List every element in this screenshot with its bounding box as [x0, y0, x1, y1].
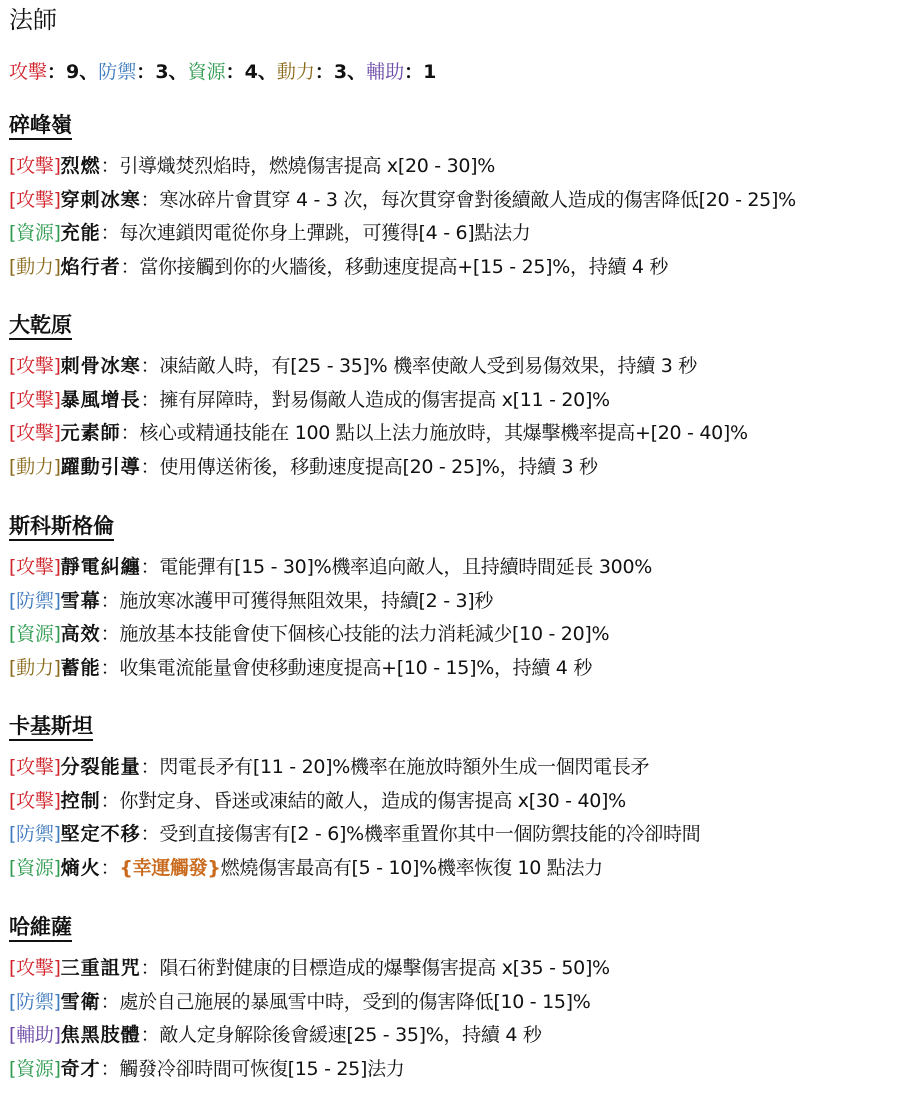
power-list [9, 753, 700, 882]
region-section [9, 711, 700, 887]
power-name: 烈燃 [60, 155, 101, 177]
power-category-tag: [攻擊] [9, 355, 61, 377]
power-category-tag: [動力] [9, 455, 61, 478]
power-entry [9, 219, 796, 247]
power-entry [9, 820, 700, 848]
power-colon: ： [100, 155, 120, 177]
power-category-tag: [攻擊] [9, 789, 61, 812]
power-category-tag: [攻擊] [9, 756, 61, 778]
power-colon: ： [100, 623, 120, 645]
power-entry [9, 1055, 610, 1083]
region-section [9, 310, 748, 486]
power-entry [9, 1021, 610, 1049]
power-entry [9, 854, 700, 882]
power-category-tag: [動力] [9, 656, 61, 679]
power-description: 寒冰碎片會貫穿 4 - 3 次，每次貫穿會對後續敵人造成的傷害降低[20 - 25]% [159, 188, 796, 211]
power-description: 你對定身、昏迷或凍結的敵人，造成的傷害提高 x[30 - 40]% [119, 789, 626, 812]
power-list [9, 954, 610, 1083]
power-category-tag: [防禦] [9, 589, 61, 612]
power-description: 施放基本技能會使下個核心技能的法力消耗減少[10 - 20]% [119, 623, 610, 645]
power-trigger-keyword: {幸運觸發} [119, 856, 221, 879]
power-description: 燃燒傷害最高有[5 - 10]%機率恢復 10 點法力 [220, 856, 603, 879]
power-category-tag: [防禦] [9, 823, 61, 845]
power-entry [9, 386, 748, 414]
power-name: 分裂能量 [60, 756, 141, 778]
power-description: 引導熾焚烈焰時，燃燒傷害提高 x[20 - 30]% [119, 155, 496, 177]
stat-value: 3 [155, 61, 169, 83]
power-description: 閃電長矛有[11 - 20]%機率在施放時額外生成一個閃電長矛 [159, 756, 650, 778]
power-colon: ： [140, 455, 160, 478]
power-description: 觸發冷卻時間可恢復[15 - 25]法力 [119, 1057, 405, 1080]
power-category-tag: [資源] [9, 623, 61, 645]
power-description: 擁有屏障時，對易傷敵人造成的傷害提高 x[11 - 20]% [159, 388, 610, 411]
power-name: 蓄能 [60, 656, 101, 679]
power-description: 每次連鎖閃電從你身上彈跳，可獲得[4 - 6]點法力 [119, 222, 531, 244]
stat-label: 資源 [187, 61, 226, 83]
stat-colon: ： [314, 61, 334, 83]
power-entry [9, 352, 748, 380]
power-colon: ： [140, 556, 160, 578]
power-category-tag: [資源] [9, 222, 61, 244]
stat-separator: 、 [257, 61, 277, 83]
power-colon: ： [140, 1024, 160, 1046]
stat-label: 輔助 [366, 61, 405, 83]
power-colon: ： [140, 957, 160, 979]
power-entry [9, 152, 796, 180]
power-category-tag: [攻擊] [9, 957, 61, 979]
power-description: 當你接觸到你的火牆後，移動速度提高+[15 - 25]%，持續 4 秒 [139, 255, 669, 278]
power-category-tag: [攻擊] [9, 422, 61, 444]
power-description: 處於自己施展的暴風雪中時，受到的傷害降低[10 - 15]% [119, 990, 591, 1013]
power-name: 刺骨冰寒 [60, 355, 141, 377]
power-name: 三重詛咒 [60, 957, 141, 979]
power-list [9, 152, 796, 281]
power-entry [9, 620, 652, 648]
power-list [9, 553, 652, 682]
power-name: 元素師 [60, 422, 121, 444]
power-colon: ： [120, 422, 140, 444]
power-colon: ： [140, 188, 160, 211]
stat-label: 動力 [276, 61, 315, 83]
stat-separator: 、 [347, 61, 367, 83]
power-entry [9, 453, 748, 481]
power-name: 躍動引導 [60, 455, 141, 478]
power-colon: ： [100, 222, 120, 244]
power-description: 凍結敵人時，有[25 - 35]% 機率使敵人受到易傷效果，持續 3 秒 [159, 355, 697, 377]
power-name: 暴風增長 [60, 388, 141, 411]
power-entry [9, 954, 610, 982]
region-name-text: 斯科斯格倫 [9, 513, 114, 541]
power-colon: ： [140, 823, 160, 845]
power-description: 敵人定身解除後會緩速[25 - 35]%，持續 4 秒 [159, 1024, 542, 1046]
power-colon: ： [100, 856, 120, 879]
power-category-tag: [資源] [9, 856, 61, 879]
power-entry [9, 654, 652, 682]
power-category-tag: [動力] [9, 255, 61, 278]
region-name [9, 110, 796, 140]
power-colon: ： [140, 388, 160, 411]
power-category-tag: [防禦] [9, 990, 61, 1013]
region-name-text: 哈維薩 [9, 914, 72, 942]
stat-colon: ： [136, 61, 156, 83]
power-colon: ： [100, 656, 120, 679]
class-stats-summary [9, 58, 909, 86]
power-name: 雪衛 [60, 990, 101, 1013]
stat-label: 攻擊 [9, 61, 48, 83]
region-name-text: 碎峰嶺 [9, 112, 72, 140]
power-description: 電能彈有[15 - 30]%機率追向敵人，且持續時間延長 300% [159, 556, 652, 578]
stat-separator: 、 [79, 61, 99, 83]
power-name: 奇才 [60, 1057, 101, 1080]
power-category-tag: [輔助] [9, 1024, 61, 1046]
stat-value: 3 [333, 61, 348, 83]
power-name: 充能 [60, 222, 101, 244]
power-colon: ： [140, 756, 160, 778]
power-description: 使用傳送術後，移動速度提高[20 - 25]%，持續 3 秒 [159, 455, 598, 478]
power-category-tag: [攻擊] [9, 188, 61, 211]
power-description: 收集電流能量會使移動速度提高+[10 - 15]%，持續 4 秒 [119, 656, 593, 679]
stat-value: 4 [244, 61, 258, 83]
power-description: 施放寒冰護甲可獲得無阻效果，持續[2 - 3]秒 [119, 589, 494, 612]
stat-value: 1 [423, 61, 437, 83]
stat-value: 9 [66, 61, 80, 83]
power-colon: ： [100, 789, 120, 812]
region-section [9, 110, 796, 286]
power-list [9, 352, 748, 481]
power-description: 隕石術對健康的目標造成的爆擊傷害提高 x[35 - 50]% [159, 957, 610, 979]
stat-colon: ： [404, 61, 424, 83]
power-name: 堅定不移 [60, 823, 141, 845]
page-title: 法師 [9, 6, 57, 34]
power-entry [9, 587, 652, 615]
region-name [9, 711, 700, 741]
region-name [9, 912, 610, 942]
power-name: 熵火 [60, 856, 101, 879]
power-entry [9, 988, 610, 1016]
power-colon: ： [140, 355, 160, 377]
power-category-tag: [攻擊] [9, 556, 61, 578]
power-entry [9, 787, 700, 815]
power-name: 雪幕 [60, 589, 101, 612]
region-name-text: 大乾原 [9, 312, 72, 340]
power-entry [9, 186, 796, 214]
power-colon: ： [100, 990, 120, 1013]
stat-separator: 、 [168, 61, 188, 83]
document [9, 4, 909, 1080]
stat-label: 防禦 [98, 61, 137, 83]
power-name: 穿刺冰寒 [60, 188, 141, 211]
power-entry [9, 419, 748, 447]
power-category-tag: [攻擊] [9, 388, 61, 411]
power-category-tag: [資源] [9, 1057, 61, 1080]
power-name: 高效 [60, 623, 101, 645]
region-name [9, 511, 652, 541]
stat-colon: ： [47, 61, 67, 83]
power-entry [9, 553, 652, 581]
power-description: 核心或精通技能在 100 點以上法力施放時，其爆擊機率提高+[20 - 40]% [139, 422, 748, 444]
power-name: 靜電糾纏 [60, 556, 141, 578]
region-section [9, 511, 652, 687]
power-entry [9, 253, 796, 281]
region-name-text: 卡基斯坦 [9, 713, 93, 741]
power-entry [9, 753, 700, 781]
power-category-tag: [攻擊] [9, 155, 61, 177]
stat-colon: ： [225, 61, 245, 83]
power-colon: ： [100, 589, 120, 612]
power-name: 焰行者 [60, 255, 121, 278]
power-description: 受到直接傷害有[2 - 6]%機率重置你其中一個防禦技能的冷卻時間 [159, 823, 701, 845]
power-colon: ： [100, 1057, 120, 1080]
power-name: 焦黑肢體 [60, 1024, 141, 1046]
power-colon: ： [120, 255, 140, 278]
power-name: 控制 [60, 789, 101, 812]
region-section [9, 912, 610, 1088]
region-name [9, 310, 748, 340]
